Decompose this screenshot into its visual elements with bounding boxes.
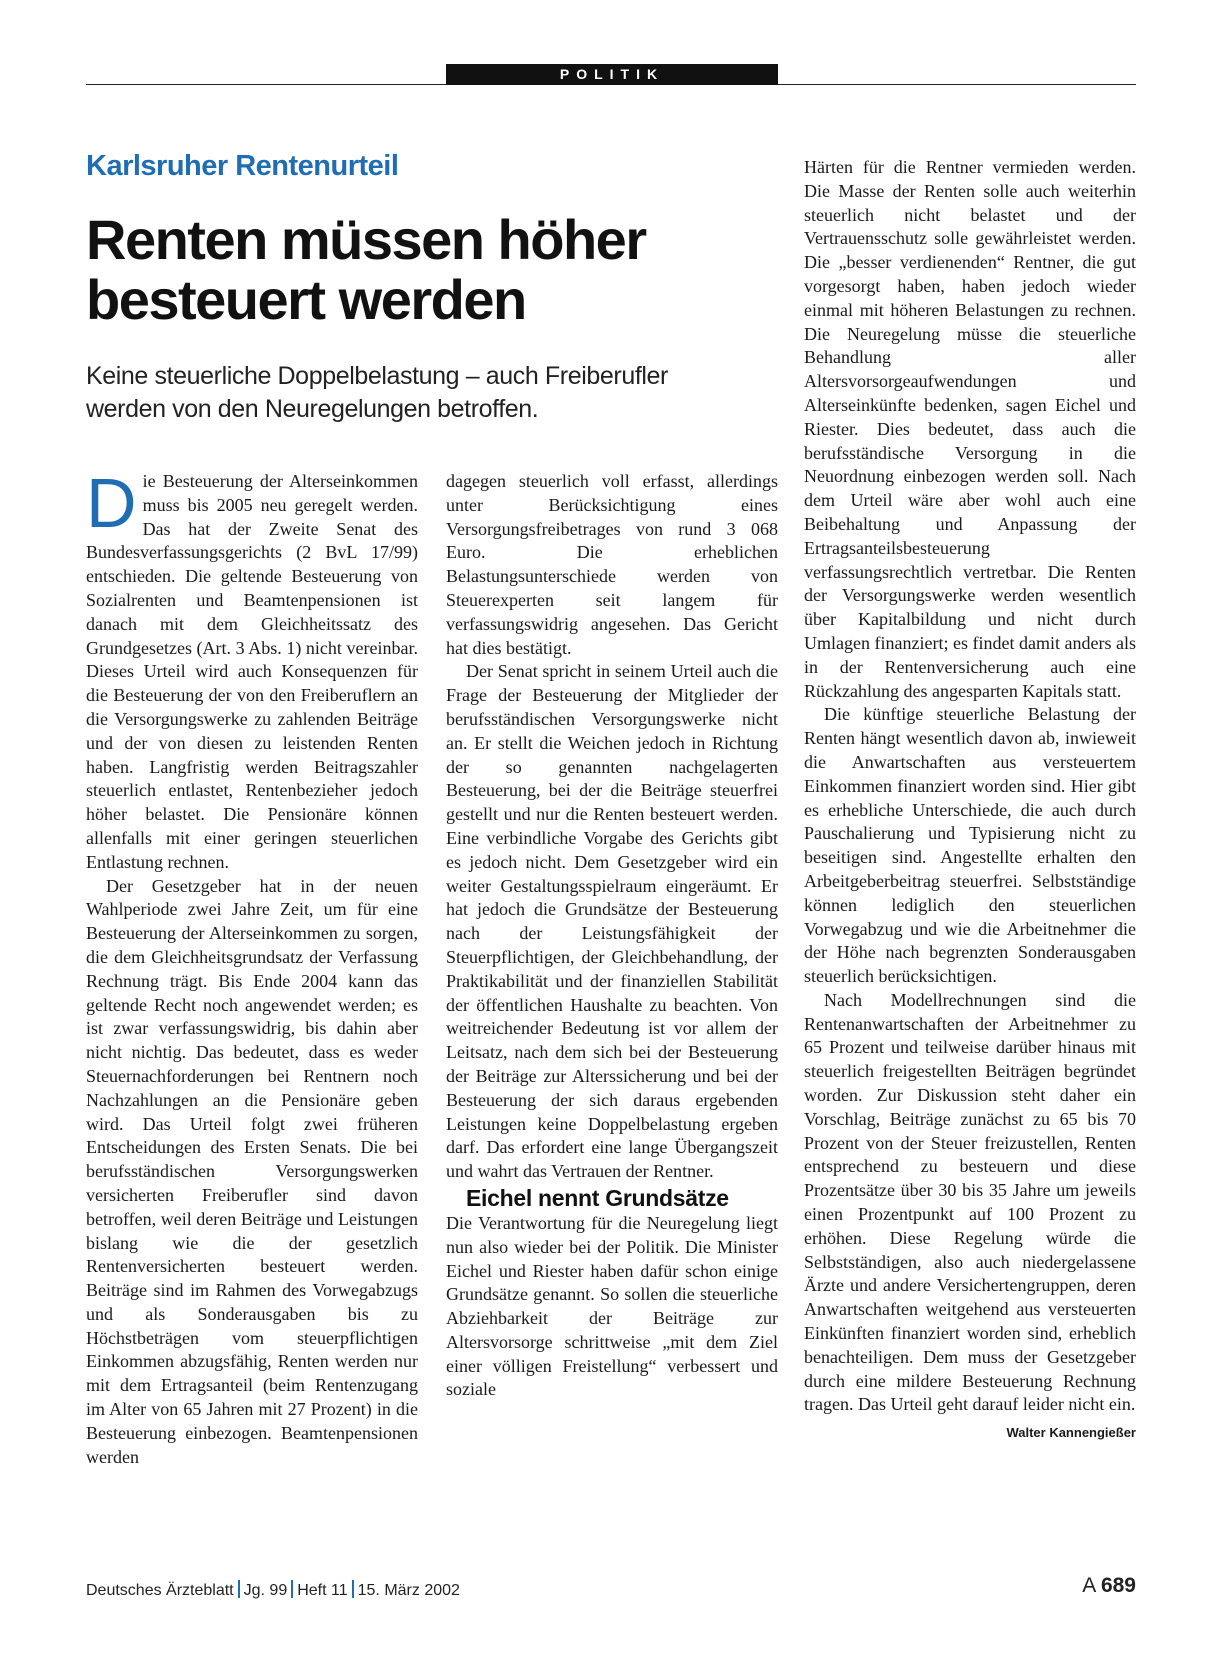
headline-line-2: besteuert werden (86, 268, 526, 331)
article-headline (86, 210, 786, 330)
page-prefix: A (1082, 1574, 1096, 1597)
page-footer (86, 1580, 460, 1600)
paragraph (804, 989, 1136, 1441)
journal-volume: Jg. 99 (243, 1582, 288, 1599)
footer-separator (352, 1580, 354, 1598)
paragraph: Der Senat spricht in seinem Urteil auch die Frage der Besteuerung der Mitglieder der berufsständischen Versorgungswerke nicht an. Er stellt die Weichen jedoch in Richtung der so genannten nachgelagerten Besteuerung, bei der die Beiträge steuerfrei gestellt und nur die Renten besteuert werden. Eine verbindliche Vorgabe des Gerichts gibt es jedoch nicht. Dem Gesetzgeber wird ein weiter Gestaltungsspielraum eingeräumt. Er hat jedoch die Grundsätze der Besteuerung nach der Leistungsfähigkeit der Steuerpflichtigen, der Gleichbehandlung, der Praktikabilität und der finanziellen Stabilität der öffentlichen Haushalte zu beachten. Von weitreichender Bedeutung ist vor allem der Leitsatz, nach dem sich bei der Besteuerung der Beiträge zur Alterssicherung und bei der Besteuerung der sich daraus ergebenden Leistungen keine Doppelbelastung ergeben darf. Das erfordert eine lange Übergangszeit und wahrt das Vertrauen der Rentner. (446, 661, 778, 1182)
text-column-2 (446, 470, 778, 1402)
paragraph (86, 464, 418, 875)
paragraph: Die künftige steuerliche Belastung der Renten hängt wesentlich davon ab, inwieweit die Anwartschaften aus versteuertem Einkommen finanziert worden sind. Hier gibt es erhebliche Unterschiede, die auch durch Pauschalierung und Typisierung nicht zu beseitigen sind. Angestellte erhalten den Arbeitgeberbeitrag steuerfrei. Selbstständige können lediglich den steuerlichen Vorwegabzug und wie die Arbeitnehmer die der Höhe nach begrenzten Sonderausgaben steuerlich berücksichtigen. (804, 704, 1136, 987)
paragraph: Der Gesetzgeber hat in der neuen Wahlperiode zwei Jahre Zeit, um für eine Besteuerung der Alterseinkommen zu sorgen, die dem Gleichheitsgrundsatz der Verfassung Rechnung trägt. Bis Ende 2004 kann das geltende Recht noch angewendet werden; es ist zwar verfassungswidrig, bis dahin aber nicht nichtig. Das bedeutet, dass es weder Steuernachforderungen bei Rentnern noch Nachzahlungen an die Pensionäre geben wird. Das Urteil folgt zwei früheren Entscheidungen des Ersten Senats. Die bei berufsständischen Versorgungswerken versicherten Freiberufler sind davon betroffen, weil deren Beiträge und Leistungen bislang wie die der gesetzlich Rentenversicherten besteuert werden. Beiträge sind im Rahmen des Vorwegabzugs und als Sonderausgaben bis zu Höchstbeträgen vom steuerpflichtigen Einkommen abzugsfähig, Renten werden nur mit dem Ertragsanteil (beim Rentenzugang im Alter von 65 Jahren mit 27 Prozent) in die Besteuerung einbezogen. Beamtenpensionen werden (86, 875, 418, 1467)
deck-line-1: Keine steuerliche Doppelbelastung – auch Freiberufler (86, 362, 668, 390)
issue-date: 15. März 2002 (357, 1582, 460, 1599)
footer-separator (291, 1580, 293, 1598)
subheading: Eichel nennt Grundsätze (466, 1184, 729, 1211)
article-kicker: Karlsruher Rentenurteil (86, 150, 399, 182)
section-label: POLITIK (446, 64, 778, 85)
footer-separator (238, 1580, 240, 1598)
journal-name: Deutsches Ärzteblatt (86, 1582, 234, 1599)
paragraph: Die Verantwortung für die Neuregelung liegt nun also wieder bei der Politik. Die Minister Eichel und Riester haben dafür schon einige Grundsätze genannt. So sollen die steuerliche Abziehbarkeit der Beiträge zur Altersvorsorge schrittweise „mit dem Ziel einer völligen Freistellung“ verbessert und soziale (446, 1212, 778, 1400)
paragraph: dagegen steuerlich voll erfasst, allerdings unter Berücksichtigung eines Versorgungsfreibetrages von rund 3 068 Euro. Die erheblichen Belastungsunterschiede werden von Steuerexperten seit langem für verfassungswidrig angesehen. Das Gericht hat dies bestätigt. (446, 471, 778, 658)
paragraph: Härten für die Rentner vermieden werden. Die Masse der Renten solle auch weiterhin steuerlich nicht belastet und der Vertrauensschutz solle gewährleistet werden. Die „besser verdienenden“ Rentner, die gut vorgesorgt haben, haben jedoch wieder einmal mit höheren Belastungen zu rechnen. Die Neuregelung müsse die steuerliche Behandlung aller Altersvorsorgeaufwendungen und Alterseinkünfte bedenken, sagen Eichel und Riester. Dies bedeutet, dass auch die berufsständische Versorgung in die Neuordnung einbezogen werden soll. Nach dem Urteil wäre aber wohl auch eine Beibehaltung und Anpassung der Ertragsanteilsbesteuerung verfassungsrechtlich vertretbar. Die Renten der Versorgungswerke werden wesentlich über Kapitalbildung und nicht durch Umlagen finanziert; es findet damit anders als in der Rentenversicherung auch eine Rückzahlung des angesparten Kapitals statt. (804, 157, 1136, 701)
headline-line-1: Renten müssen höher (86, 208, 646, 271)
drop-cap: D (86, 464, 137, 542)
paragraph-text: ie Besteuerung der Alterseinkommen muss bis 2005 neu geregelt werden. Das hat der Zweite Senat des Bundesverfassungsgerichts (2 BvL 17/99) entschieden. Die geltende Besteuerung von Sozialrenten und Beamtenpensionen ist danach mit dem Gleichheitssatz des Grundgesetzes (Art. 3 Abs. 1) nicht vereinbar. Dieses Urteil wird auch Konsequenzen für die Besteuerung der von den Freiberuflern an die Versorgungswerke zu zahlenden Beiträge und der von diesen zu leistenden Renten haben. Langfristig werden Beitragszahler steuerlich entlastet, Rentenbezieher jedoch höher belastet. Die Pensionäre können allenfalls mit einer geringen steuerlichen Entlastung rechnen. (86, 471, 418, 872)
page-number-value: 689 (1100, 1574, 1136, 1597)
article-deck (86, 360, 786, 426)
page-number (1082, 1574, 1136, 1598)
text-column-1 (86, 464, 418, 1469)
journal-issue: Heft 11 (297, 1582, 348, 1599)
deck-line-2: werden von den Neuregelungen betroffen. (86, 395, 539, 423)
author-byline: Walter Kannengießer (1006, 1425, 1136, 1441)
text-column-3 (804, 156, 1136, 1445)
paragraph-text: Nach Modellrechnungen sind die Rentenanwartschaften der Arbeitnehmer zu 65 Prozent und teilweise darüber hinaus mit steuerlich freigestellten Beiträgen begründet worden. Zur Diskussion steht daher ein Vorschlag, Beiträge zunächst zu 65 bis 70 Prozent von der Steuer freizustellen, Renten entsprechend zu besteuern und diese Prozentsätze über 30 bis 35 Jahre um jeweils einen Prozentpunkt auf 100 Prozent zu erhöhen. Diese Regelung würde die Selbstständigen, also auch niedergelassene Ärzte und andere Versichertengruppen, deren Anwartschaften weitgehend aus versteuerten Einkünften finanziert worden sind, erheblich benachteiligen. Dem muss der Gesetzgeber durch eine mildere Besteuerung Rechnung tragen. Das Urteil geht darauf leider nicht ein. (804, 989, 1136, 1415)
